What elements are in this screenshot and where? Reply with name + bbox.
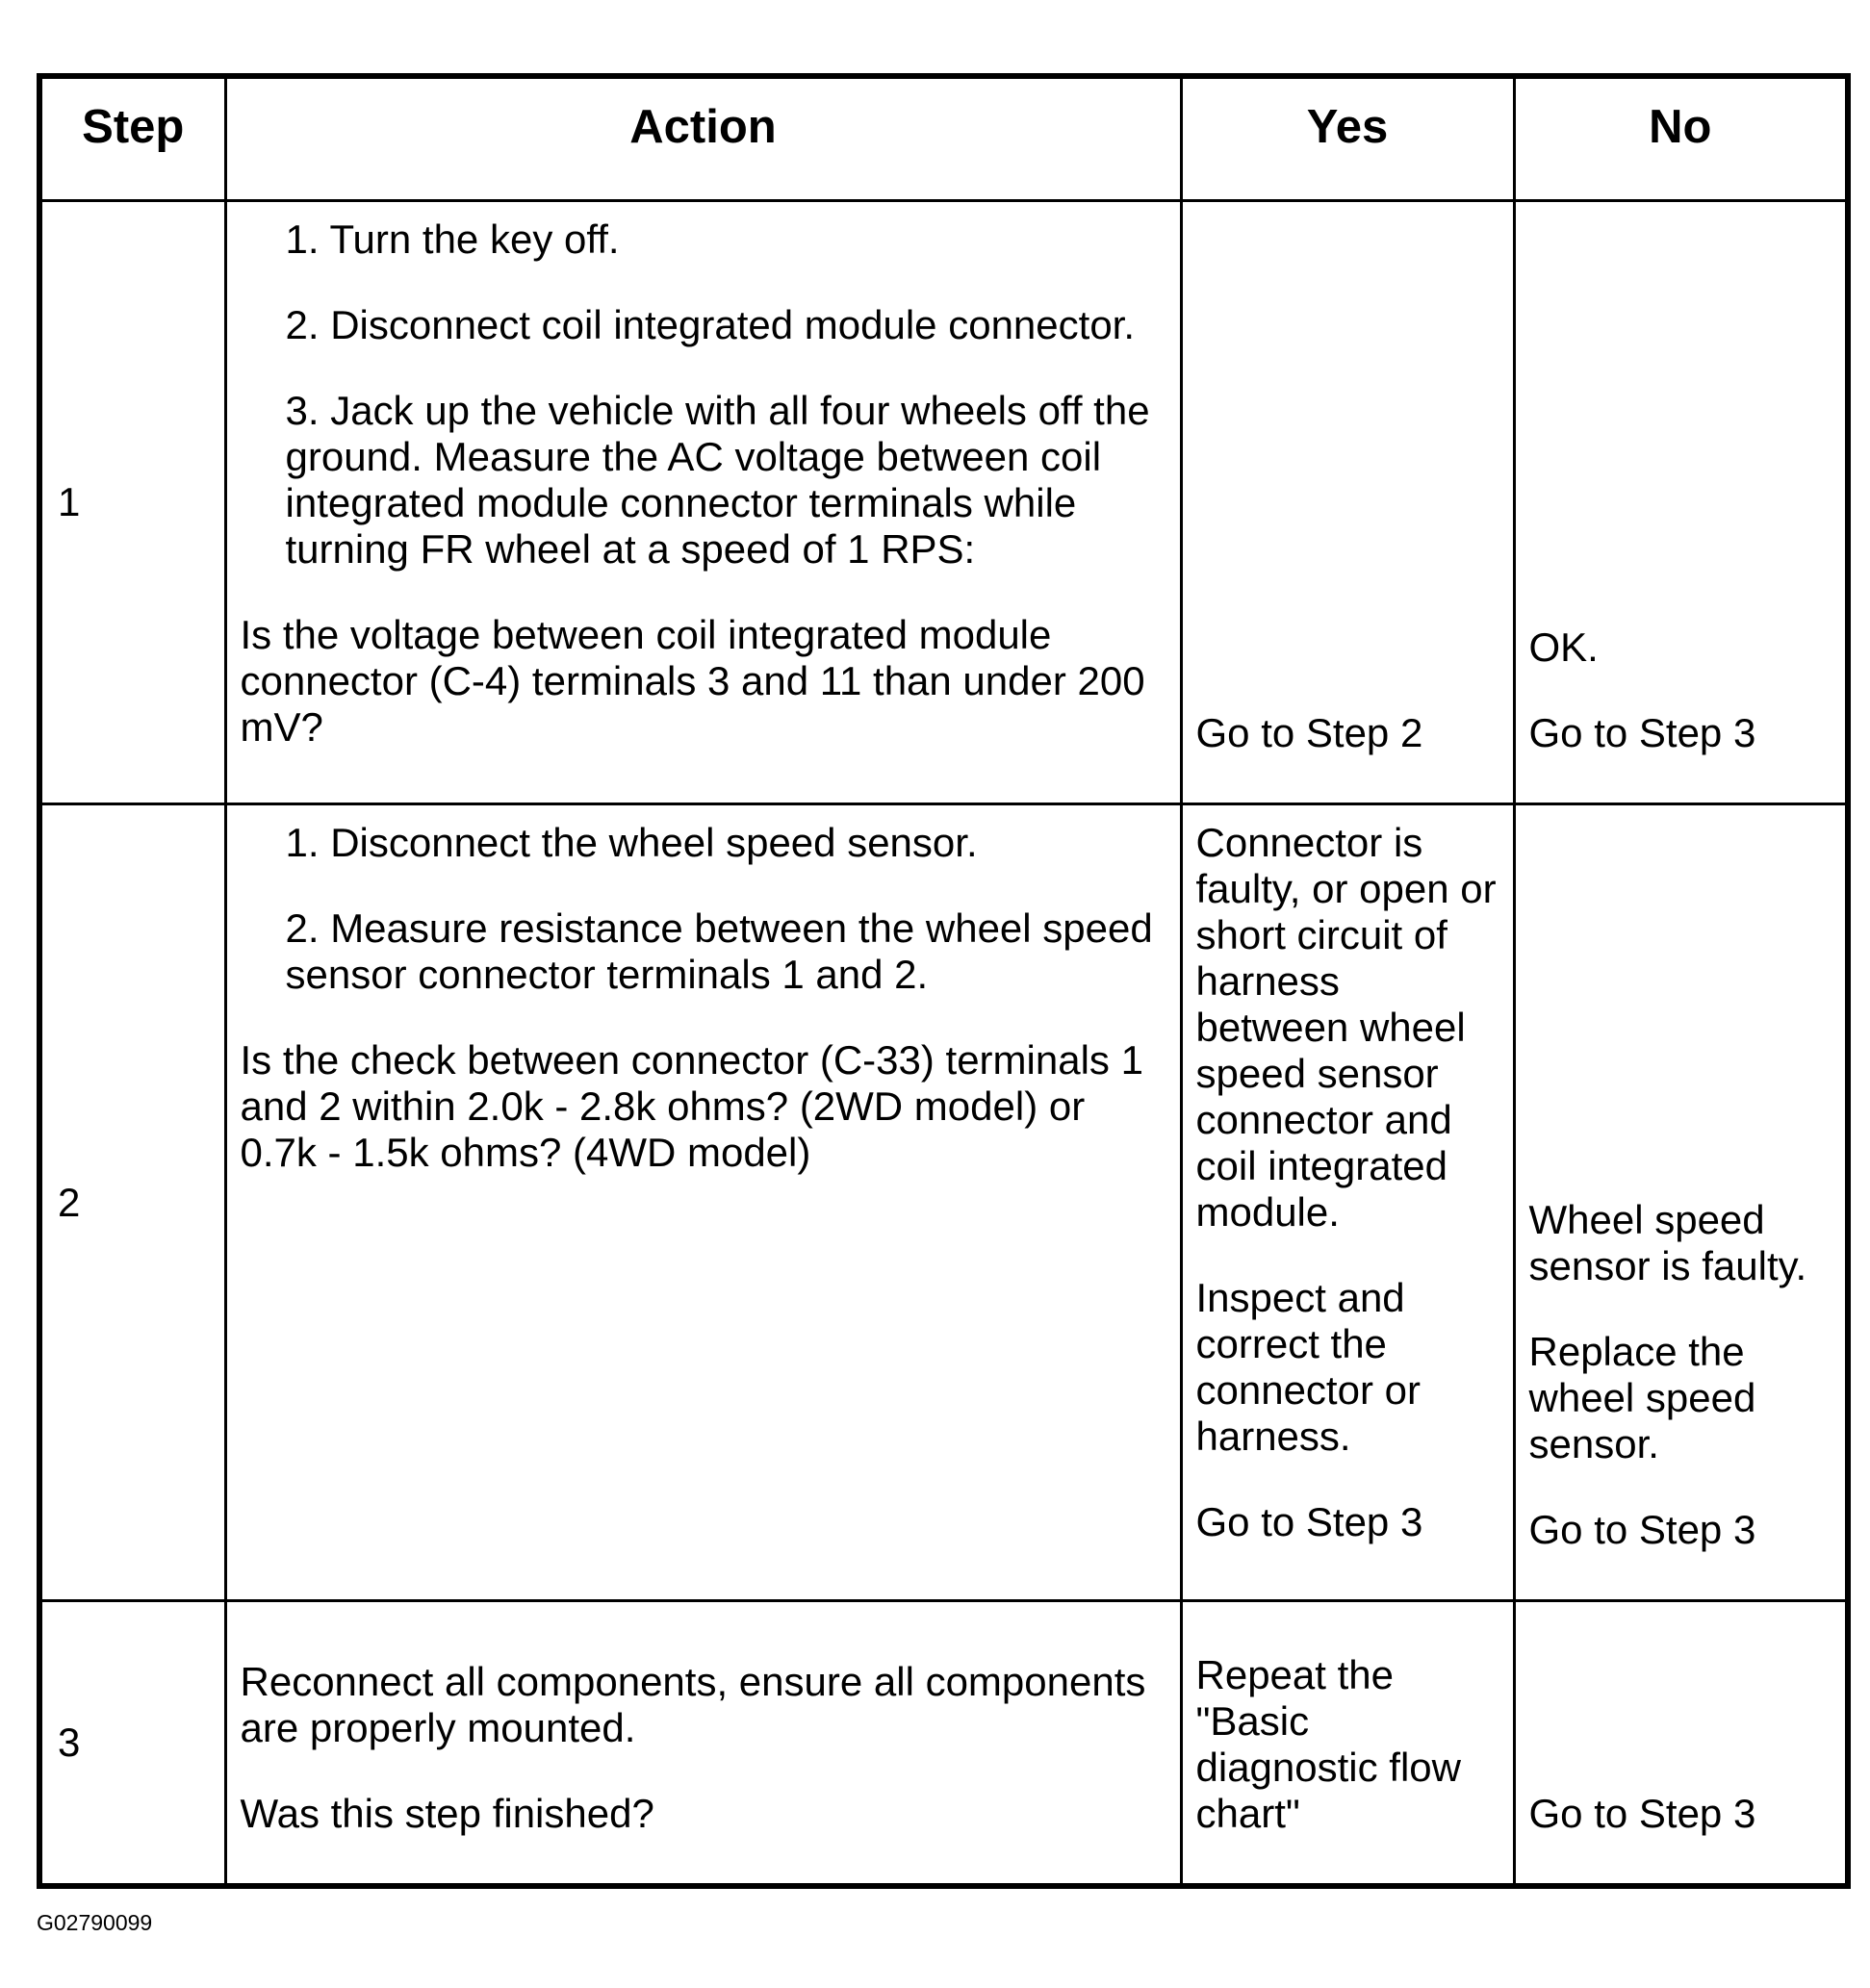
diagnostic-table — [37, 73, 1851, 1889]
step-number: 3 — [39, 1601, 225, 1886]
table-row — [39, 1601, 1848, 1886]
yes-cell — [1181, 1601, 1514, 1886]
action-item: 1. Turn the key off. — [285, 217, 620, 262]
action-cell — [225, 1601, 1181, 1886]
step-number: 2 — [39, 804, 225, 1601]
header-action: Action — [225, 76, 1181, 201]
yes-cell — [1181, 201, 1514, 804]
no-cell — [1514, 804, 1848, 1601]
no-text: Replace the wheel speed sensor. — [1528, 1329, 1756, 1466]
no-text: OK. — [1528, 624, 1599, 670]
action-question: Was this step finished? — [240, 1790, 654, 1836]
yes-text: Repeat the "Basic diagnostic flow chart" — [1195, 1651, 1461, 1836]
header-step: Step — [39, 76, 225, 201]
yes-text: Go to Step 2 — [1195, 710, 1423, 755]
action-cell — [225, 804, 1181, 1601]
no-text: Wheel speed sensor is faulty. — [1528, 1197, 1807, 1288]
table-row — [39, 201, 1848, 804]
yes-text: Go to Step 3 — [1195, 1499, 1423, 1544]
header-no: No — [1514, 76, 1848, 201]
action-item: 2. Disconnect coil integrated module connector. — [285, 302, 1136, 347]
action-question: Is the voltage between coil integrated module connector (C-4) terminals 3 and 11 than under 200 mV? — [240, 612, 1145, 750]
figure-id: G02790099 — [37, 1910, 153, 1935]
header-yes: Yes — [1181, 76, 1514, 201]
action-cell — [225, 201, 1181, 804]
action-item: 3. Jack up the vehicle with all four wheels off the ground. Measure the AC voltage between coil integrated module connector terminals while turning FR wheel at a speed of 1 RPS: — [285, 388, 1150, 572]
no-text: Go to Step 3 — [1528, 1507, 1756, 1552]
no-text: Go to Step 3 — [1528, 1790, 1756, 1836]
no-cell — [1514, 201, 1848, 804]
yes-text: Connector is faulty, or open or short circuit of harness between wheel speed sensor connector and coil integrated module. — [1195, 820, 1497, 1235]
table-row — [39, 804, 1848, 1601]
step-number: 1 — [39, 201, 225, 804]
action-item: 1. Disconnect the wheel speed sensor. — [285, 820, 978, 865]
action-question: Is the check between connector (C-33) terminals 1 and 2 within 2.0k - 2.8k ohms? (2WD model) or 0.7k - 1.5k ohms? (4WD model) — [240, 1037, 1143, 1175]
yes-cell — [1181, 804, 1514, 1601]
no-text: Go to Step 3 — [1528, 710, 1756, 755]
header-row — [39, 76, 1848, 201]
yes-text: Inspect and correct the connector or harness. — [1195, 1275, 1421, 1459]
no-cell — [1514, 1601, 1848, 1886]
action-paragraph: Reconnect all components, ensure all components are properly mounted. — [240, 1658, 1146, 1750]
action-item: 2. Measure resistance between the wheel speed sensor connector terminals 1 and 2. — [285, 905, 1153, 997]
